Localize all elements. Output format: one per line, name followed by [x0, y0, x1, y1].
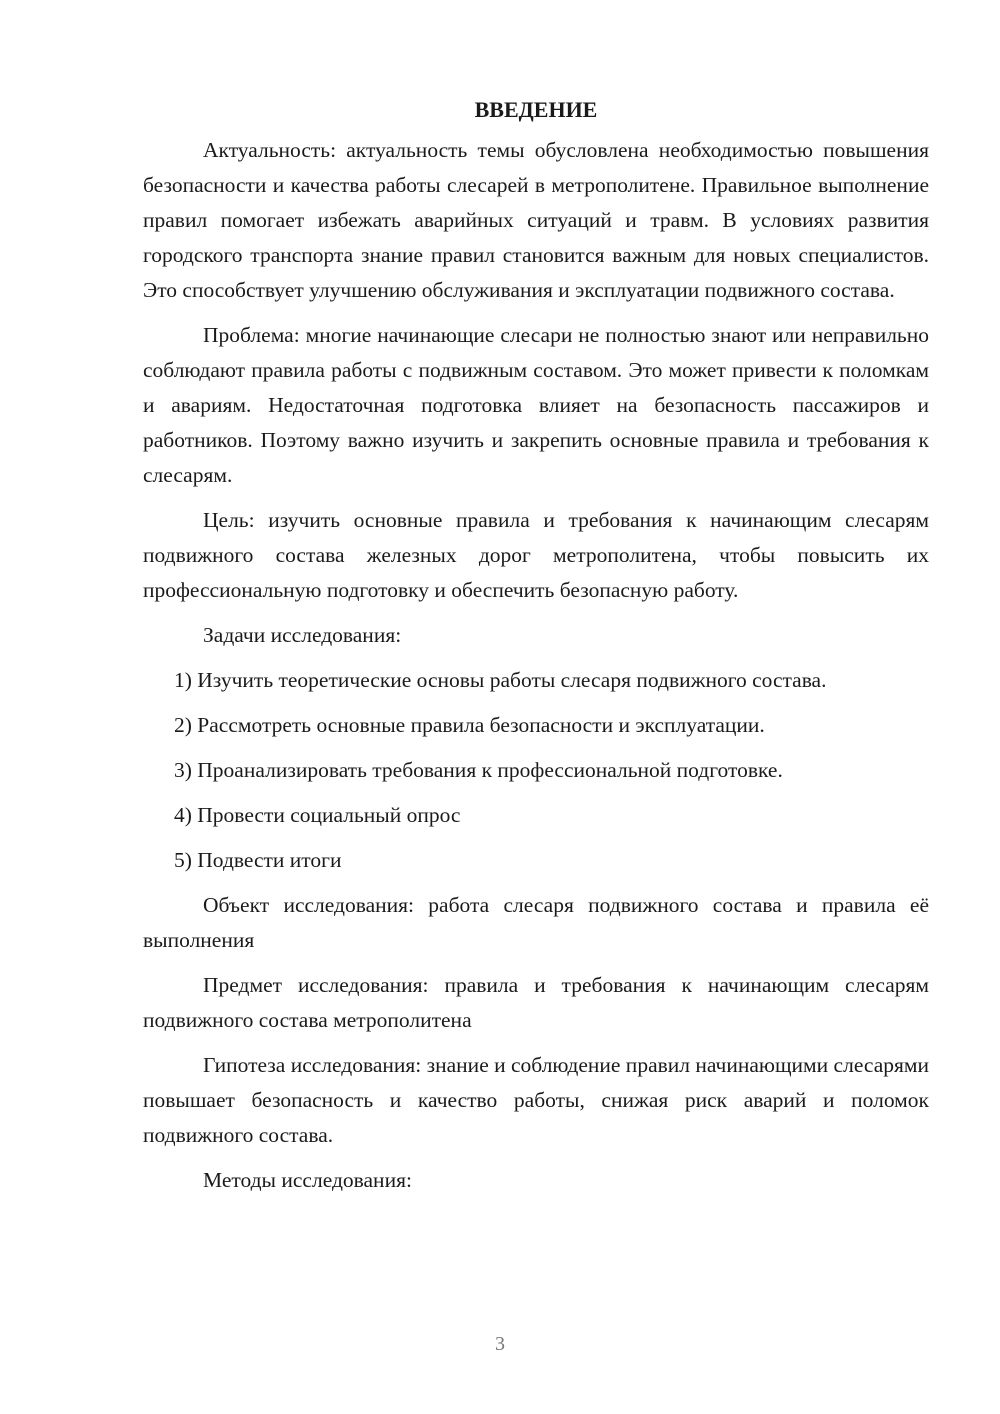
tasks-heading: Задачи исследования:	[203, 623, 402, 647]
page-title: ВВЕДЕНИЕ	[474, 97, 598, 122]
paragraph-problem: Проблема: многие начинающие слесари не полностью знают или неправильно соблюдают правила работы с подвижным составом. Это может привести к поломкам и авариям. Недостаточная подготовка влияет на безопасность пассажиров и работников. Поэтому важно изучить и закрепить основные правила и требования к слесарям.	[143, 323, 929, 487]
paragraph-relevance: Актуальность: актуальность темы обусловлена необходимостью повышения безопасности и качества работы слесарей в метрополитене. Правильное выполнение правил помогает избежать аварийных ситуаций и травм. В условиях развития городского транспорта знание правил становится важным для новых специалистов. Это способствует улучшению обслуживания и эксплуатации подвижного состава.	[143, 138, 929, 302]
page-number: 3	[495, 1333, 505, 1355]
paragraph-hypothesis: Гипотеза исследования: знание и соблюдение правил начинающими слесарями повышает безопасность и качество работы, снижая риск аварий и поломок подвижного состава.	[143, 1053, 929, 1147]
list-item: 1) Изучить теоретические основы работы слесаря подвижного состава.	[174, 668, 827, 692]
paragraph-goal: Цель: изучить основные правила и требования к начинающим слесарям подвижного состава железных дорог метрополитена, чтобы повысить их профессиональную подготовку и обеспечить безопасную работу.	[143, 508, 929, 602]
paragraph-object: Объект исследования: работа слесаря подвижного состава и правила её выполнения	[143, 893, 929, 952]
document-body	[143, 92, 929, 1208]
list-item: 3) Проанализировать требования к профессиональной подготовке.	[174, 758, 783, 782]
list-item: 5) Подвести итоги	[174, 848, 342, 872]
methods-heading: Методы исследования:	[203, 1168, 412, 1192]
tasks-list	[143, 663, 929, 878]
paragraph-subject: Предмет исследования: правила и требования к начинающим слесарям подвижного состава метрополитена	[143, 973, 929, 1032]
list-item: 2) Рассмотреть основные правила безопасности и эксплуатации.	[174, 713, 765, 737]
list-item: 4) Провести социальный опрос	[174, 803, 461, 827]
